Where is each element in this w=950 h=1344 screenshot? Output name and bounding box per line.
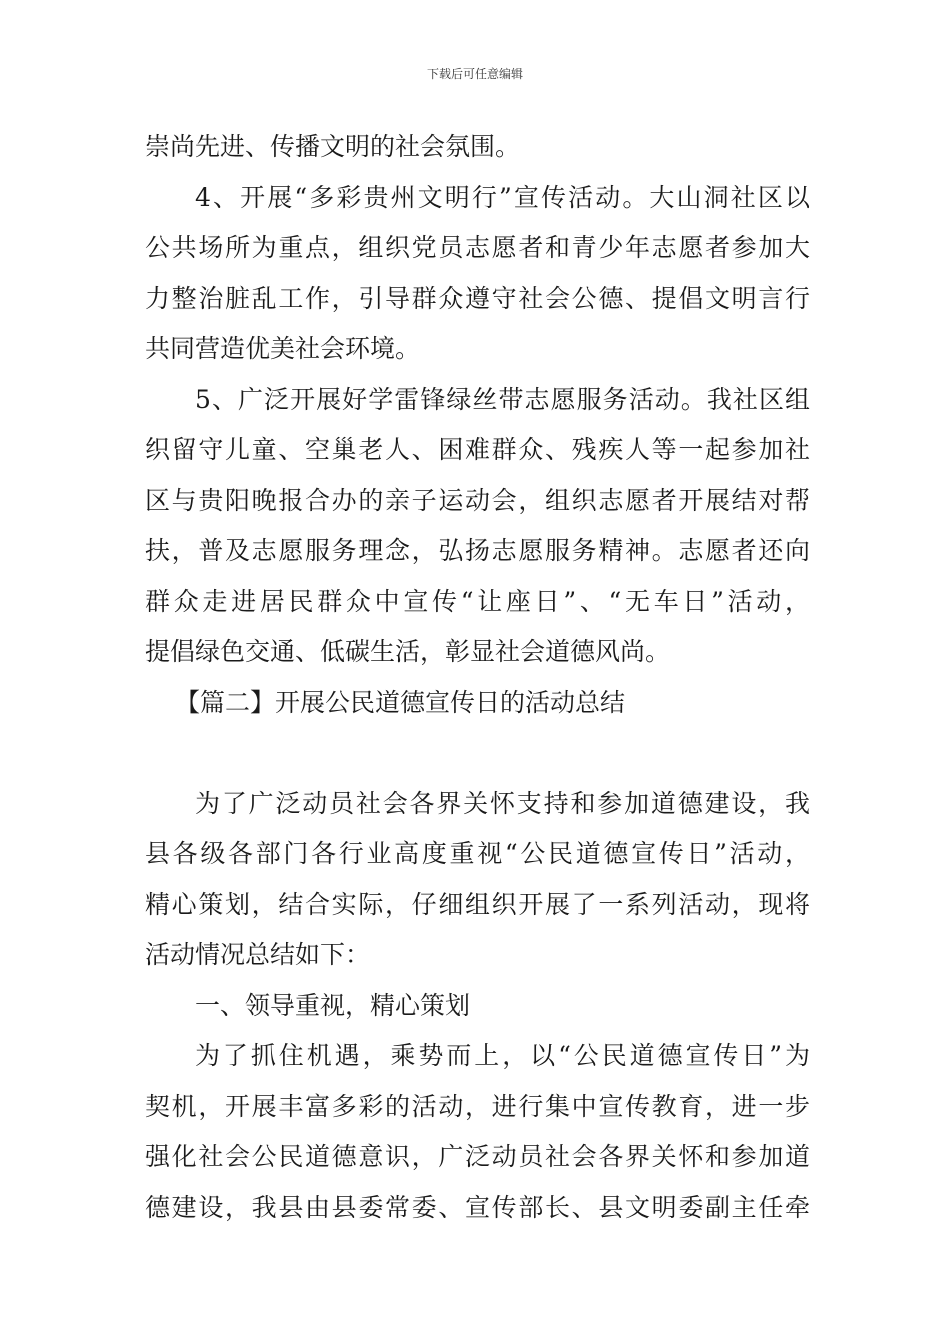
paragraph-line: 崇尚先进、传播文明的社会氛围。 (145, 132, 521, 161)
paragraph-line: 提倡绿色交通、低碳生活，彰显社会道德风尚。 (145, 637, 671, 666)
document-body (145, 122, 810, 1233)
blank-line (145, 728, 810, 779)
paragraph-line: 织留守儿童、空巢老人、困难群众、残疾人等一起参加社 (145, 435, 810, 464)
paragraph-line: 扶，普及志愿服务理念，弘扬志愿服务精神。志愿者还向 (145, 536, 810, 565)
paragraph-line: 4、开展“多彩贵州文明行”宣传活动。大山洞社区以 (195, 182, 810, 212)
paragraph-line: 契机，开展丰富多彩的活动，进行集中宣传教育，进一步 (145, 1091, 810, 1121)
paragraph-line: 力整治脏乱工作，引导群众遵守社会公德、提倡文明言行 (145, 283, 810, 313)
paragraph-line: 活动情况总结如下： (145, 940, 371, 969)
paragraph-line: 区与贵阳晚报合办的亲子运动会，组织志愿者开展结对帮 (145, 485, 810, 515)
paragraph-line: 群众走进居民群众中宣传“让座日”、“无车日”活动， (145, 586, 810, 616)
paragraph-line: 共同营造优美社会环境。 (145, 334, 421, 363)
paragraph-line: 为了抓住机遇，乘势而上，以“公民道德宣传日”为 (195, 1041, 810, 1070)
paragraph-line: 县各级各部门各行业高度重视“公民道德宣传日”活动， (145, 839, 810, 868)
subsection-heading: 一、领导重视，精心策划 (195, 990, 471, 1020)
paragraph-line: 公共场所为重点，组织党员志愿者和青少年志愿者参加大 (145, 233, 810, 262)
section-heading: 【篇二】开展公民道德宣传日的活动总结 (175, 687, 626, 717)
paragraph-line: 5、广泛开展好学雷锋绿丝带志愿服务活动。我社区组 (195, 384, 810, 414)
paragraph-line: 精心策划，结合实际，仔细组织开展了一系列活动，现将 (145, 889, 810, 919)
paragraph-line: 德建设，我县由县委常委、宣传部长、县文明委副主任牵 (145, 1192, 810, 1222)
paragraph-line: 为了广泛动员社会各界关怀支持和参加道德建设，我 (195, 788, 810, 818)
paragraph-line: 强化社会公民道德意识，广泛动员社会各界关怀和参加道 (145, 1142, 810, 1171)
page-header: 下载后可任意编辑 (426, 67, 523, 81)
